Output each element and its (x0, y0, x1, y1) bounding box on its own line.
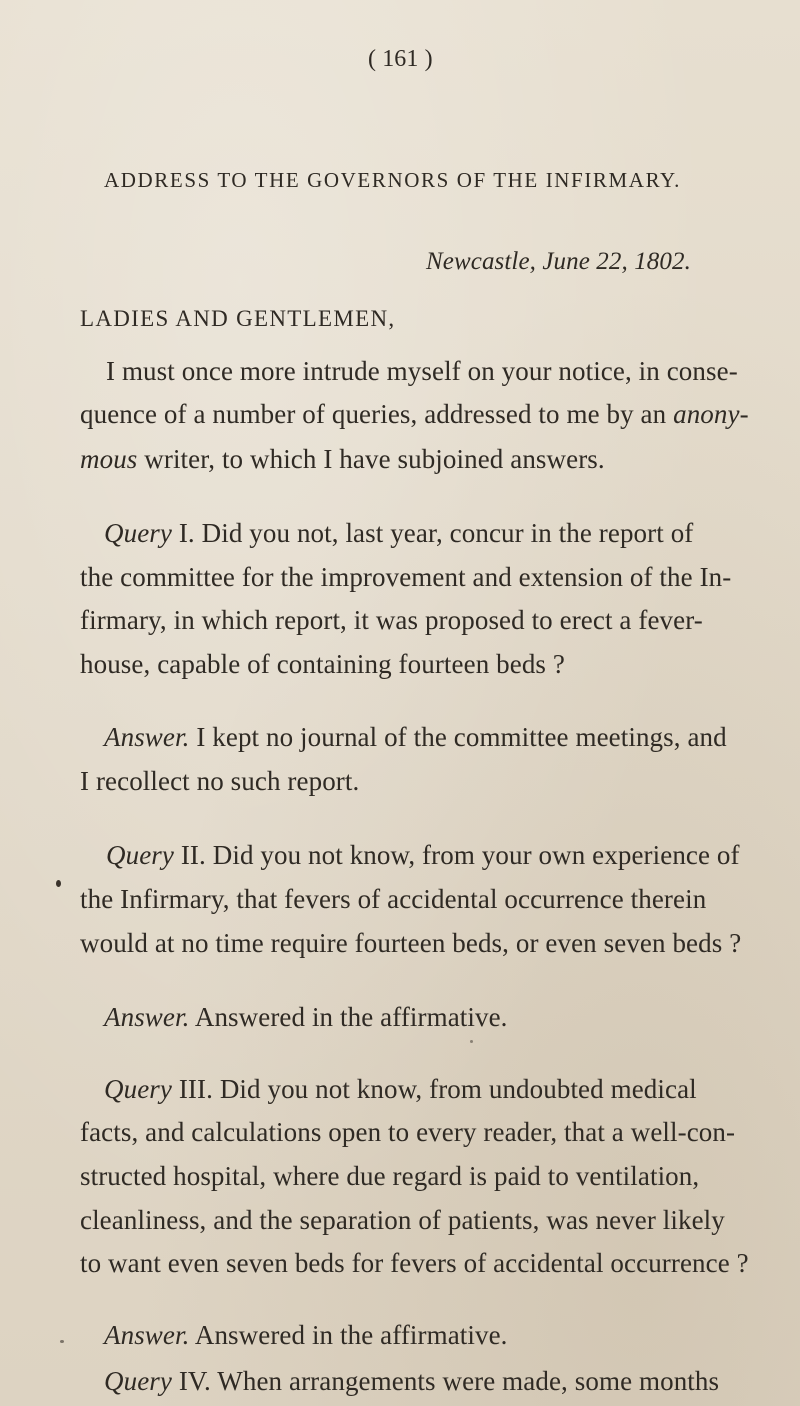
query-text: Did you not know, from undoubted medical (219, 1074, 697, 1104)
query-1-line (80, 605, 703, 636)
intro-text: writer, to which I have subjoined answers. (144, 444, 605, 474)
answer-label: Answer. (104, 722, 190, 752)
address-heading: ADDRESS TO THE GOVERNORS OF THE INFIRMARY. (104, 168, 681, 192)
query-text: structed hospital, where due regard is paid to ventilation, (80, 1161, 700, 1191)
query-text: to want even seven beds for fevers of accidental occurrence ? (80, 1248, 749, 1278)
intro-italic-text: anony- (673, 399, 749, 429)
query-2-line (80, 884, 706, 915)
answer-label: Answer. (104, 1002, 190, 1032)
query-text: would at no time require fourteen beds, or even seven beds ? (80, 928, 742, 958)
salutation: LADIES AND GENTLEMEN, (80, 306, 396, 331)
query-3-line (80, 1248, 749, 1279)
query-text: the Infirmary, that fevers of accidental occurrence therein (80, 884, 707, 914)
query-text: facts, and calculations open to every reader, that a well-con- (80, 1117, 736, 1147)
answer-2-line (104, 1002, 508, 1033)
answer-text: Answered in the affirmative. (194, 1320, 508, 1350)
ink-speck (470, 1040, 473, 1043)
query-3-line (80, 1205, 725, 1236)
page-number: ( 161 ) (368, 46, 433, 72)
query-numeral: II. (180, 840, 206, 870)
dateline: Newcastle, June 22, 1802. (426, 248, 691, 275)
query-numeral: I. (178, 518, 195, 548)
query-label: Query (104, 1074, 172, 1104)
query-label: Query (104, 518, 172, 548)
query-4-line (104, 1366, 719, 1397)
query-1-line (104, 518, 693, 549)
intro-line (80, 399, 749, 430)
ink-speck (56, 880, 61, 887)
answer-1-line (80, 766, 359, 797)
query-text: When arrangements were made, some months (217, 1366, 720, 1396)
query-1-line (80, 562, 731, 593)
intro-text: quence of a number of queries, addressed to me by an (80, 399, 667, 429)
answer-3-line (104, 1320, 508, 1351)
query-text: the committee for the improvement and extension of the In- (80, 562, 732, 592)
query-text: firmary, in which report, it was proposed to erect a fever- (80, 605, 703, 635)
answer-text: Answered in the affirmative. (194, 1002, 508, 1032)
query-1-line (80, 649, 565, 680)
query-text: Did you not know, from your own experience of (212, 840, 740, 870)
answer-text: I kept no journal of the committee meetings, and (196, 722, 727, 752)
query-text: house, capable of containing fourteen beds ? (80, 649, 565, 679)
intro-italic-text: mous (80, 444, 138, 474)
query-3-line (104, 1074, 697, 1105)
query-3-line (80, 1161, 699, 1192)
ink-speck (60, 1340, 64, 1343)
query-numeral: III. (178, 1074, 213, 1104)
query-text: cleanliness, and the separation of patients, was never likely (80, 1205, 725, 1235)
answer-text: I recollect no such report. (80, 766, 360, 796)
query-2-line (80, 928, 741, 959)
intro-text: I must once more intrude myself on your notice, in conse- (106, 356, 738, 386)
query-label: Query (106, 840, 174, 870)
query-numeral: IV. (178, 1366, 211, 1396)
query-2-line (106, 840, 740, 871)
query-3-line (80, 1117, 735, 1148)
answer-1-line (104, 722, 727, 753)
answer-label: Answer. (104, 1320, 190, 1350)
intro-line (80, 444, 605, 475)
query-label: Query (104, 1366, 172, 1396)
intro-line (106, 356, 738, 387)
query-text: Did you not, last year, concur in the report of (201, 518, 694, 548)
